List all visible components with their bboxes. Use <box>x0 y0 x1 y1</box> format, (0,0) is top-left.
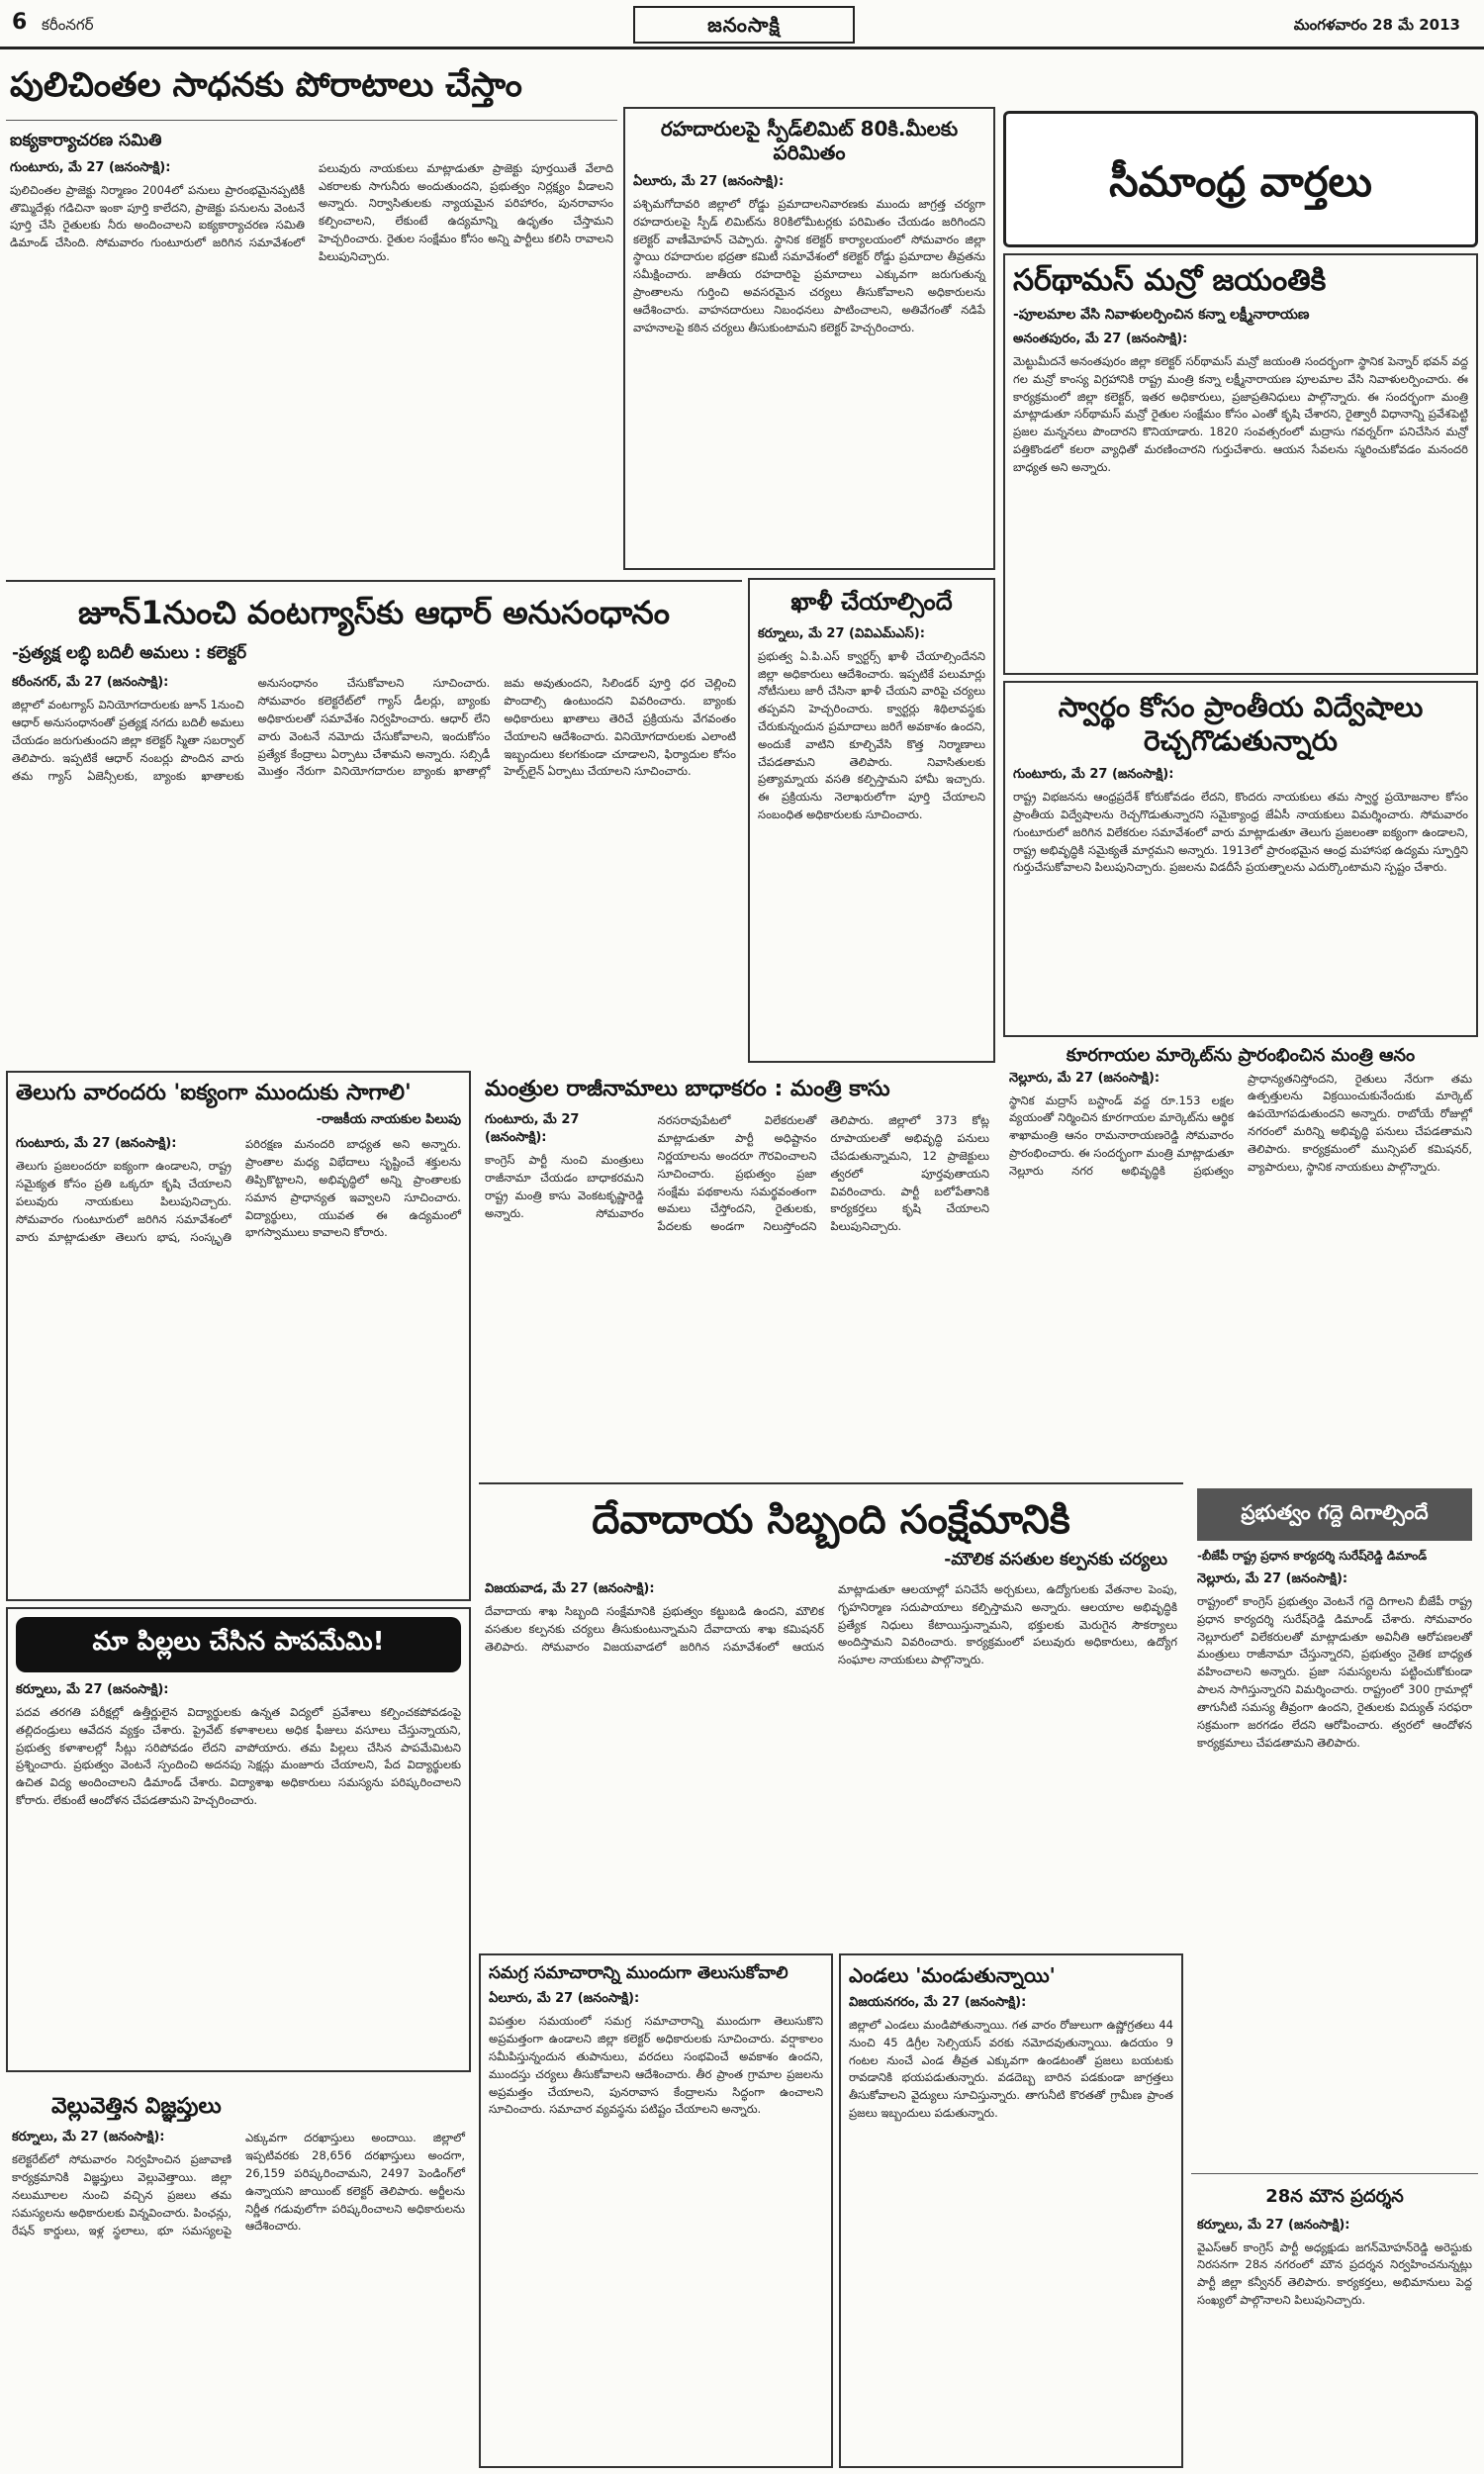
article-children-sin <box>6 1607 471 2072</box>
dateline: గుంటూరు, మే 27 (జనంసాక్షి): <box>10 159 171 175</box>
dateline: గుంటూరు, మే 27 (జనంసాక్షి): <box>485 1112 580 1146</box>
edition-label: కరీంనగర్ <box>42 16 94 34</box>
article-thomas-munro <box>1003 253 1478 675</box>
article-info-first <box>479 1953 833 2468</box>
article-body: జిల్లాలో వంటగ్యాస్ వినియోగదారులకు జూన్ 1నుంచి ఆధార్ అనుసంధానంతో ప్రత్యక్ష నగదు బదిలీ అమలు చేయడం జరుగుతుందని జిల్లా కలెక్టర్ స్మితా సబర్వాల్ తెలిపారు. ఇప్పటికే ఆధార్ నంబర్లు పొందిన వారు తమ గ్యాస్ ఏజెన్సీలకు, బ్యాంకు ఖాతాలకు అనుసంధానం చేసుకోవాలని సూచించారు. సోమవారం కలెక్టరేట్‌లో గ్యాస్ డీలర్లు, బ్యాంకు అధికారులతో సమావేశం నిర్వహించారు. ఆధార్ లేని వారు వెంటనే నమోదు చేసుకోవాలని, ఇందుకోసం ప్రత్యేక కేంద్రాలు ఏర్పాటు చేశామని అన్నారు. సబ్సిడీ మొత్తం నేరుగా వినియోగదారుల బ్యాంకు ఖాతాల్లో జమ అవుతుందని, సిలిండర్ పూర్తి ధర చెల్లించి పొందాల్సి ఉంటుందని వివరించారు. బ్యాంకు అధికారులు ఖాతాలు తెరిచే ప్రక్రియను వేగవంతం చేయాలని ఆదేశించారు. వినియోగదారులకు ఎలాంటి ఇబ్బందులు కలగకుండా చూడాలని, ఫిర్యాదుల కోసం హెల్ప్‌లైన్ ఏర్పాటు చేయాలని సూచించారు. <box>12 676 736 783</box>
article-vacate <box>748 578 995 1063</box>
dateline: అనంతపురం, మే 27 (జనంసాక్షి): <box>1013 332 1188 346</box>
headline: జూన్1నుంచి వంటగ్యాస్‌కు ఆధార్ అనుసంధానం <box>78 594 670 631</box>
subhead: -ప్రత్యక్ష లబ్ధి బదిలీ అమలు : కలెక్టర్ <box>12 643 247 664</box>
article-body: పదవ తరగతి పరీక్షల్లో ఉత్తీర్ణులైన విద్యార్థులకు ఉన్నత విద్యలో ప్రవేశాలు కల్పించకపోవడంపై తల్లిదండ్రులు ఆవేదన వ్యక్తం చేశారు. ప్రైవేట్ కళాశాలలు అధిక ఫీజులు వసూలు చేస్తున్నాయని, ప్రభుత్వ కళాశాలల్లో సీట్లు సరిపోవడం లేదని వాపోయారు. తమ పిల్లలు చేసిన పాపమేమిటని ప్రశ్నించారు. ప్రభుత్వం వెంటనే స్పందించి అదనపు సెక్షన్లు మంజూరు చేయాలని, పేద విద్యార్థులకు ఉచిత విద్య అందించాలని డిమాండ్ చేశారు. విద్యాశాఖ అధికారులు సమస్యను పరిష్కరించాలని కోరారు. లేకుంటే ఆందోళన చేపడతామని హెచ్చరించారు. <box>16 1705 461 1808</box>
banner-headline: మా పిల్లలు చేసిన పాపమేమి! <box>16 1617 461 1672</box>
seemandhra-news-title <box>1003 111 1478 247</box>
article-telugu-unity <box>6 1071 471 1601</box>
article-regional-hatred <box>1003 681 1478 1037</box>
article-body: పశ్చిమగోదావరి జిల్లాలో రోడ్డు ప్రమాదాలనివారణకు ముందు జాగ్రత్త చర్యగా రహదారులపై స్పీడ్ లిమిట్‌ను 80కిలోమీటర్లకు పరిమితం చేయడం జరిగిందని కలెక్టర్ వాణీమోహన్ చెప్పారు. స్థానిక కలెక్టర్ కార్యాలయంలో సోమవారం జిల్లా స్థాయి రహదారుల భద్రతా కమిటీ సమావేశంలో కలెక్టర్ రోడ్డు ప్రమాదాల తీవ్రతను సమీక్షించారు. జాతీయ రహదారిపై ప్రమాదాలు ఎక్కువగా జరుగుతున్న ప్రాంతాలను గుర్తించి అవసరమైన చర్యలు తీసుకోవాలని అధికారులను ఆదేశించారు. వాహనదారులు నిబంధనలు పాటించాలని, అతివేగంతో నడిపే వాహనాలపై కఠిన చర్యలు తీసుకుంటామని కలెక్టర్ హెచ్చరించారు. <box>633 197 985 334</box>
article-body: తెలుగు ప్రజలందరూ ఐక్యంగా ఉండాలని, రాష్ట్ర సమైక్యత కోసం ప్రతి ఒక్కరూ కృషి చేయాలని పలువురు నాయకులు పిలుపునిచ్చారు. సోమవారం గుంటూరులో జరిగిన సమావేశంలో వారు మాట్లాడుతూ తెలుగు భాష, సంస్కృతి పరిరక్షణ మనందరి బాధ్యత అని అన్నారు. ప్రాంతాల మధ్య విభేదాలు సృష్టించే శక్తులను తిప్పికొట్టాలని, అభివృద్ధిలో అన్ని ప్రాంతాలకు సమాన ప్రాధాన్యత ఇవ్వాలని సూచించారు. విద్యార్థులు, యువత ఈ ఉద్యమంలో భాగస్వాములు కావాలని కోరారు. <box>16 1137 461 1244</box>
headline: 28న మౌన ప్రదర్శన <box>1265 2186 1404 2207</box>
masthead-logo: జనంసాక్షి <box>633 6 855 44</box>
article-govt-step-down <box>1191 1482 1478 2165</box>
article-pulichintala <box>6 55 617 570</box>
ribbon-headline: ప్రభుత్వం గద్దె దిగాల్సిందే <box>1197 1488 1472 1541</box>
headline: కూరగాయల మార్కెట్‌ను ప్రారంభించిన మంత్రి ఆనం <box>1066 1045 1416 1066</box>
subhead: -పూలమాల వేసి నివాళులర్పించిన కన్నా లక్ష్మీనారాయణ <box>1013 307 1310 323</box>
headline: వెల్లువెత్తిన విజ్ఞప్తులు <box>51 2094 222 2119</box>
article-speed-limit <box>623 107 995 570</box>
dateline: నెల్లూరు, మే 27 (జనంసాక్షి): <box>1197 1571 1348 1586</box>
article-body: మెట్టుమీదనే అనంతపురం జిల్లా కలెక్టర్ సర్‌థామస్ మన్రో జయంతి సందర్భంగా స్థానిక పెన్నార్ భవన్ వద్ద గల మన్రో కాంస్య విగ్రహానికి రాష్ట్ర మంత్రి కన్నా లక్ష్మీనారాయణ పూలమాల వేసి నివాళులర్పించారు. ఈ కార్యక్రమంలో జిల్లా కలెక్టర్, ఇతర అధికారులు, ప్రజాప్రతినిధులు పాల్గొన్నారు. ఈ సందర్భంగా మంత్రి మాట్లాడుతూ సర్‌థామస్ మన్రో రైతుల సంక్షేమం కోసం ఎంతో కృషి చేశారని, రైత్వారీ విధానాన్ని ప్రవేశపెట్టి ప్రజల మన్ననలు పొందారని కొనియాడారు. 1820 సంవత్సరంలో మద్రాసు గవర్నర్‌గా పనిచేసిన మన్రో పత్తికొండలో కలరా వ్యాధితో మరణించారని గుర్తుచేశారు. ఆయన సేవలను స్మరించుకోవడం మనందరి బాధ్యత అని అన్నారు. <box>1013 354 1468 474</box>
subhead: ఐక్యకార్యాచరణ సమితి <box>10 130 162 150</box>
headline: మంత్రుల రాజీనామాలు బాధాకరం : మంత్రి కాసు <box>485 1077 890 1101</box>
headline: తెలుగు వారందరు 'ఐక్యంగా ముందుకు సాగాలి' <box>16 1081 412 1105</box>
dateline: కర్నూలు, మే 27 (జనంసాక్షి): <box>12 2130 165 2145</box>
article-body: జిల్లాలో ఎండలు మండిపోతున్నాయి. గత వారం రోజులుగా ఉష్ణోగ్రతలు 44 నుంచి 45 డిగ్రీల సెల్సియస్ వరకు నమోదవుతున్నాయి. ఉదయం 9 గంటల నుంచే ఎండ తీవ్రత ఎక్కువగా ఉండటంతో ప్రజలు బయటకు రావడానికి భయపడుతున్నారు. వడదెబ్బ బారిన పడకుండా జాగ్రత్తలు తీసుకోవాలని వైద్యులు సూచిస్తున్నారు. తాగునీటి కొరతతో గ్రామీణ ప్రాంత ప్రజలు ఇబ్బందులు పడుతున్నారు. <box>849 2018 1173 2121</box>
article-body: కలెక్టరేట్‌లో సోమవారం నిర్వహించిన ప్రజావాణి కార్యక్రమానికి విజ్ఞప్తులు వెల్లువెత్తాయి. జిల్లా నలుమూలల నుంచి వచ్చిన ప్రజలు తమ సమస్యలను అధికారులకు విన్నవించారు. పింఛన్లు, రేషన్ కార్డులు, ఇళ్ల స్థలాలు, భూ సమస్యలపై ఎక్కువగా దరఖాస్తులు అందాయి. జిల్లాలో ఇప్పటివరకు 28,656 దరఖాస్తులు అందగా, 26,159 పరిష్కరించామని, 2497 పెండింగ్‌లో ఉన్నాయని జాయింట్ కలెక్టర్ తెలిపారు. అర్జీలను నిర్ణీత గడువులోగా పరిష్కరించాలని అధికారులను ఆదేశించారు. <box>12 2131 465 2237</box>
headline: సర్‌థామస్ మన్రో జయంతికి <box>1013 263 1327 298</box>
dateline: విజయనగరం, మే 27 (జనంసాక్షి): <box>849 1995 1027 2010</box>
article-body: పులిచింతల ప్రాజెక్టు నిర్మాణం 2004లో పనులు ప్రారంభమైనప్పటికీ తొమ్మిదేళ్లు గడిచినా ఇంకా పూర్తి కాలేదని, ప్రాజెక్టు పనులను వెంటనే పూర్తి చేసి రైతులకు నీరు అందించాలని ఐక్యకార్యాచరణ సమితి డిమాండ్ చేసింది. సోమవారం గుంటూరులో జరిగిన సమావేశంలో పలువురు నాయకులు మాట్లాడుతూ ప్రాజెక్టు పూర్తయితే వేలాది ఎకరాలకు సాగునీరు అందుతుందని, ప్రభుత్వం నిర్లక్ష్యం వీడాలని అన్నారు. నిర్వాసితులకు న్యాయమైన పరిహారం, పునరావాసం కల్పించాలని, లేకుంటే ఉద్యమాన్ని ఉధృతం చేస్తామని హెచ్చరించారు. రైతుల సంక్షేమం కోసం అన్ని పార్టీలు కలిసి రావాలని పిలుపునిచ్చారు. <box>10 160 613 263</box>
article-silent-march <box>1191 2173 1478 2468</box>
section-title: సీమాంధ్ర వార్తలు <box>1109 157 1372 206</box>
article-body: వైఎస్‌ఆర్ కాంగ్రెస్ పార్టీ అధ్యక్షుడు జగన్‌మోహన్‌రెడ్డి అరెస్టుకు నిరసనగా 28న నగరంలో మౌన ప్రదర్శన నిర్వహించనున్నట్లు పార్టీ జిల్లా కన్వీనర్ తెలిపారు. కార్యకర్తలు, అభిమానులు పెద్ద సంఖ్యలో పాల్గొనాలని పిలుపునిచ్చారు. <box>1197 2239 1472 2308</box>
page-header <box>0 0 1484 49</box>
dateline: నెల్లూరు, మే 27 (జనంసాక్షి): <box>1009 1070 1160 1086</box>
dateline: కర్నూలు, మే 27 (జనంసాక్షి): <box>1197 2217 1350 2233</box>
dateline: కర్నూలు, మే 27 (వివిఎమ్ఎస్): <box>758 625 925 641</box>
article-heatwave <box>839 1953 1183 2468</box>
article-body: దేవాదాయ శాఖ సిబ్బంది సంక్షేమానికి ప్రభుత్వం కట్టుబడి ఉందని, మౌలిక వసతుల కల్పనకు చర్యలు తీసుకుంటున్నామని దేవాదాయ శాఖ కమిషనర్ తెలిపారు. సోమవారం విజయవాడలో జరిగిన సమావేశంలో ఆయన మాట్లాడుతూ ఆలయాల్లో పనిచేసే అర్చకులు, ఉద్యోగులకు వేతనాల పెంపు, గృహనిర్మాణ సదుపాయాలు కల్పిస్తామని అన్నారు. ఆలయాల అభివృద్ధికి ప్రత్యేక నిధులు కేటాయిస్తున్నామని, భక్తులకు మెరుగైన సౌకర్యాలు అందిస్తామని వివరించారు. కార్యక్రమంలో పలువురు అధికారులు, ఉద్యోగ సంఘాల నాయకులు పాల్గొన్నారు. <box>485 1582 1177 1667</box>
article-body: ప్రభుత్వ ఏ.పి.ఎస్ క్వార్టర్స్ ఖాళీ చేయాల్సిందేనని జిల్లా అధికారులు ఆదేశించారు. ఇప్పటికే పలుమార్లు నోటీసులు జారీ చేసినా ఖాళీ చేయని వారిపై చర్యలు తప్పవని హెచ్చరించారు. క్వార్టర్లు శిథిలావస్థకు చేరుకున్నందున ప్రమాదాలు జరిగే అవకాశం ఉందని, అందుకే వాటిని కూల్చివేసి కొత్త నిర్మాణాలు చేపడతామని తెలిపారు. నివాసితులకు ప్రత్యామ్నాయ వసతి కల్పిస్తామని హామీ ఇచ్చారు. ఈ ప్రక్రియను నెలాఖరులోగా పూర్తి చేయాలని సంబంధిత అధికారులకు సూచించారు. <box>758 648 985 822</box>
dateline: విజయవాడ, మే 27 (జనంసాక్షి): <box>485 1581 655 1596</box>
headline: స్వార్థం కోసం ప్రాంతీయ విద్వేషాలు రెచ్చగొడుతున్నారు <box>1058 691 1424 757</box>
headline: సమగ్ర సమాచారాన్ని ముందుగా తెలుసుకోవాలి <box>489 1963 788 1983</box>
article-endowments-staff <box>479 1482 1183 1948</box>
subhead: -బీజేపీ రాష్ట్ర ప్రధాన కార్యదర్శి సురేష్‌రెడ్డి డిమాండ్ <box>1197 1549 1428 1563</box>
article-body: రాష్ట్ర విభజనను ఆంధ్రప్రదేశ్ కోరుకోవడం లేదని, కొందరు నాయకులు తమ స్వార్థ ప్రయోజనాల కోసం ప్రాంతీయ విద్వేషాలను రెచ్చగొడుతున్నారని సమైక్యాంధ్ర జేఏసీ నాయకులు విమర్శించారు. సోమవారం గుంటూరులో జరిగిన విలేకరుల సమావేశంలో వారు మాట్లాడుతూ తెలుగు ప్రజలంతా ఐక్యంగా ఉండాలని, రాష్ట్ర అభివృద్ధికి సమైక్యతే మార్గమని అన్నారు. 1913లో ప్రారంభమైన ఆంధ్ర మహాసభ ఉద్యమ స్ఫూర్తిని గుర్తుచేసుకోవాలని పిలుపునిచ్చారు. ప్రజలను విడదీసే ప్రయత్నాలను ఎదుర్కొంటామని స్పష్టం చేశారు. <box>1013 790 1468 875</box>
article-petitions <box>6 2082 471 2468</box>
article-gas-aadhaar <box>6 580 742 1063</box>
page-number: 6 <box>12 10 28 35</box>
dateline: గుంటూరు, మే 27 (జనంసాక్షి): <box>1013 767 1174 783</box>
dateline: ఏలూరు, మే 27 (జనంసాక్షి): <box>489 1991 640 2007</box>
article-body: రాష్ట్రంలో కాంగ్రెస్ ప్రభుత్వం వెంటనే గద్దె దిగాలని బీజేపీ రాష్ట్ర ప్రధాన కార్యదర్శి సురేష్‌రెడ్డి డిమాండ్ చేశారు. సోమవారం నెల్లూరులో విలేకరులతో మాట్లాడుతూ అవినీతి ఆరోపణలతో మంత్రులు రాజీనామా చేస్తున్నారని, ప్రభుత్వం నైతిక బాధ్యత వహించాలని అన్నారు. ప్రజా సమస్యలను పట్టించుకోకుండా పాలన సాగిస్తున్నారని విమర్శించారు. రాష్ట్రంలో 300 గ్రామాల్లో తాగునీటి సమస్య తీవ్రంగా ఉందని, రైతులకు విద్యుత్ సరఫరా సక్రమంగా జరగడం లేదని ఆరోపించారు. త్వరలో ఆందోళన కార్యక్రమాలు చేపడతామని తెలిపారు. <box>1197 1594 1472 1750</box>
headline: ఖాళీ చేయాల్సిందే <box>790 588 953 616</box>
headline: ఎండలు 'మండుతున్నాయి' <box>849 1963 1056 1987</box>
headline: దేవాదాయ సిబ్బంది సంక్షేమానికి <box>592 1497 1070 1543</box>
dateline: కర్నూలు, మే 27 (జనంసాక్షి): <box>16 1682 169 1697</box>
article-body: విపత్తుల సమయంలో సమగ్ర సమాచారాన్ని ముందుగా తెలుసుకొని అప్రమత్తంగా ఉండాలని జిల్లా కలెక్టర్ అధికారులకు సూచించారు. వర్షాకాలం సమీపిస్తున్నందున తుపానులు, వరదలు సంభవించే అవకాశం ఉందని, ముందస్తు చర్యలు తీసుకోవాలని ఆదేశించారు. తీర ప్రాంత గ్రామాల ప్రజలను అప్రమత్తం చేయాలని, పునరావాస కేంద్రాలను సిద్ధంగా ఉంచాలని సూచించారు. సమాచార వ్యవస్థను పటిష్టం చేయాలని అన్నారు. <box>489 2014 823 2117</box>
article-body: స్థానిక మద్రాస్ బస్టాండ్ వద్ద రూ.153 లక్షల వ్యయంతో నిర్మించిన కూరగాయల మార్కెట్‌ను ఆర్థిక శాఖామంత్రి ఆనం రామనారాయణరెడ్డి సోమవారం ప్రారంభించారు. ఈ సందర్భంగా మంత్రి మాట్లాడుతూ నెల్లూరు నగర అభివృద్ధికి ప్రభుత్వం ప్రాధాన్యతనిస్తోందని, రైతులు నేరుగా తమ ఉత్పత్తులను విక్రయించుకునేందుకు మార్కెట్ ఉపయోగపడుతుందని అన్నారు. రాబోయే రోజుల్లో నగరంలో మరిన్ని అభివృద్ధి పనులు చేపడతామని తెలిపారు. కార్యక్రమంలో మున్సిపల్ కమిషనర్, వ్యాపారులు, స్థానిక నాయకులు పాల్గొన్నారు. <box>1009 1071 1472 1178</box>
article-minister-resignations <box>479 1071 995 1475</box>
subhead: -రాజకీయ నాయకుల పిలుపు <box>316 1112 461 1128</box>
subhead: -మౌలిక వసతుల కల్పనకు చర్యలు <box>944 1550 1167 1570</box>
headline: పులిచింతల సాధనకు పోరాటాలు చేస్తాం <box>10 65 522 105</box>
dateline: గుంటూరు, మే 27 (జనంసాక్షి): <box>16 1136 177 1152</box>
issue-date: మంగళవారం 28 మే 2013 <box>1293 16 1460 34</box>
article-body: కాంగ్రెస్ పార్టీ నుంచి మంత్రులు రాజీనామా చేయడం బాధాకరమని రాష్ట్ర మంత్రి కాసు వెంకటకృష్ణారెడ్డి అన్నారు. సోమవారం నరసరావుపేటలో విలేకరులతో మాట్లాడుతూ పార్టీ అధిష్టానం నిర్ణయాలను అందరూ గౌరవించాలని సూచించారు. ప్రభుత్వం ప్రజా సంక్షేమ పథకాలను సమర్థవంతంగా అమలు చేస్తోందని, రైతులకు, పేదలకు అండగా నిలుస్తోందని తెలిపారు. జిల్లాలో 373 కోట్ల రూపాయలతో అభివృద్ధి పనులు చేపడుతున్నామని, 12 ప్రాజెక్టులు త్వరలో పూర్తవుతాయని వివరించారు. పార్టీ బలోపేతానికి కార్యకర్తలు కృషి చేయాలని పిలుపునిచ్చారు. <box>485 1113 989 1234</box>
article-vegetable-market <box>1003 1043 1478 1178</box>
dateline: ఏలూరు, మే 27 (జనంసాక్షి): <box>633 174 785 189</box>
headline: రహదారులపై స్పీడ్‌లిమిట్ 80కి.మీలకు పరిమితం <box>660 117 959 164</box>
dateline: కరీంనగర్, మే 27 (జనంసాక్షి): <box>12 675 169 691</box>
